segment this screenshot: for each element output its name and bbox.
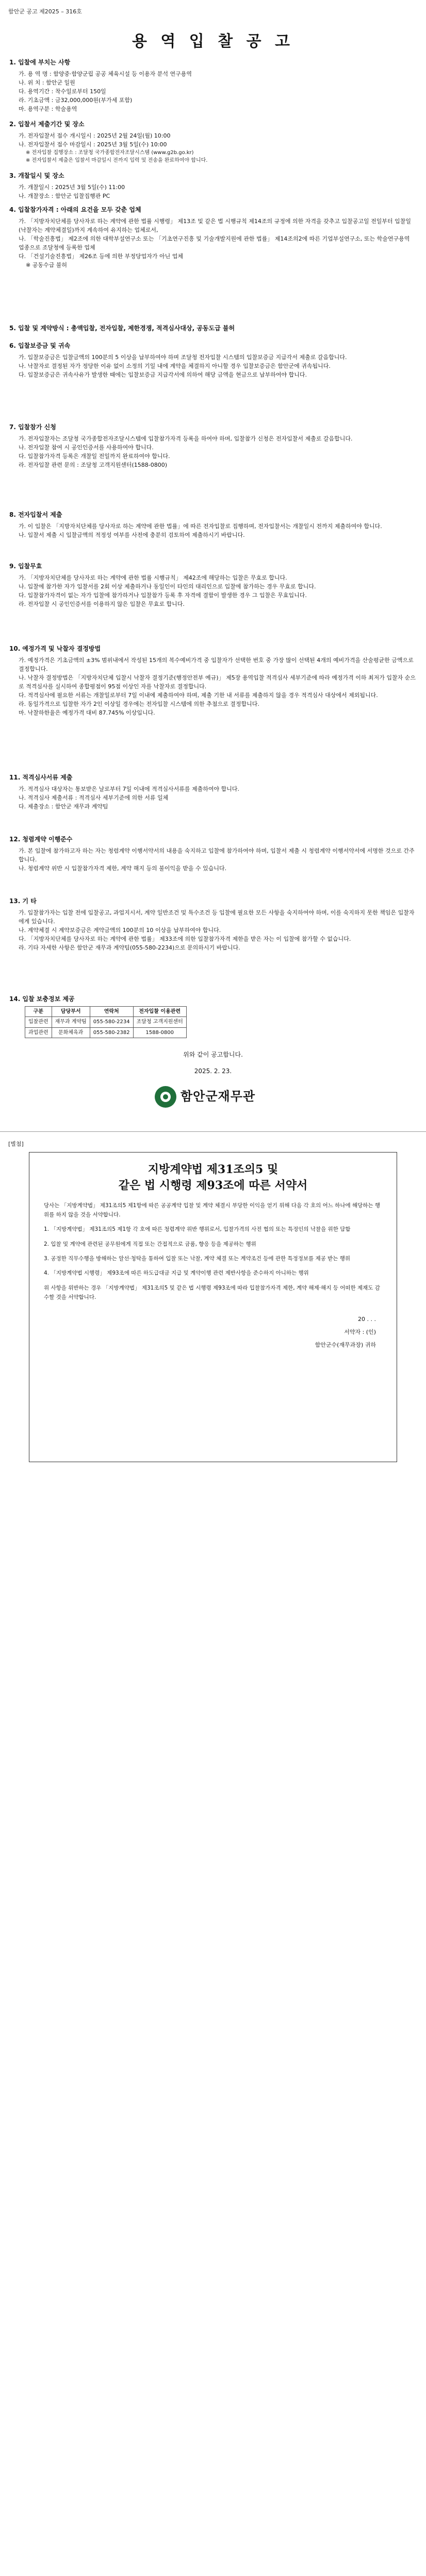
section-review-docs — [9, 773, 417, 811]
table-cell: 재무과 계약팀 — [52, 1017, 90, 1028]
section-method — [9, 324, 417, 335]
section-line: 다. 「건설기술진흥법」 제26조 등에 의한 부정당업자가 아닌 업체 — [19, 252, 183, 260]
section-line: 라. 전자입찰 관련 문의 : 조달청 고객지원센터(1588-0800) — [19, 461, 167, 468]
section-line: 가. 입찰보증금은 입찰금액의 100분의 5 이상을 납부하여야 하며 조달청 전자입찰 시스템의 입찰보증금 지급각서 제출로 갈음합니다. — [19, 353, 347, 361]
section-registration — [9, 422, 417, 469]
section-line: 다. 입찰참가자격이 없는 자가 입찰에 참가하거나 입찰참가 등록 후 자격에 결함이 발생한 경우 그 입찰은 무효입니다. — [19, 591, 307, 599]
section-title: 14. 입찰 보충정보 제공 — [9, 995, 75, 1003]
section-deposit — [9, 341, 417, 379]
section-line: 나. 낙찰자로 결정된 자가 정당한 이유 없이 소정의 기일 내에 계약을 체결하지 아니할 경우 입찰보증금은 함안군에 귀속됩니다. — [19, 362, 331, 369]
section-title: 13. 기 타 — [9, 897, 37, 905]
section-qualification — [9, 205, 417, 269]
pledge-paragraph: 4. 「지방계약법 시행령」 제93조에 따른 하도급대금 지급 및 계약이행 관련 제반사항을 준수하지 아니하는 행위 — [44, 1270, 309, 1277]
section-title: 9. 입찰무효 — [9, 563, 42, 570]
section-line: 다. 입찰보증금은 귀속사유가 발생한 때에는 입찰보증금 지급각서에 의하여 해당 금액을 현금으로 납부하여야 합니다. — [19, 371, 307, 378]
pledge-date: 20 . . . — [358, 1315, 376, 1323]
agency-name: 함안군재무관 — [181, 1089, 256, 1104]
contact-table — [25, 1006, 187, 1039]
section-line: 다. 용역기간 : 착수일로부터 150일 — [19, 88, 106, 95]
section-line: 다. 제출장소 : 함안군 재무과 계약팀 — [19, 803, 108, 810]
section-subject — [9, 58, 417, 113]
section-line: 다. 적격심사에 필요한 서류는 개찰일로부터 7일 이내에 제출하여야 하며, 제출 기한 내 서류를 제출하지 않을 경우 적격심사 대상에서 제외됩니다. — [19, 691, 378, 699]
section-opening — [9, 171, 417, 200]
section-title: 3. 개찰일시 및 장소 — [9, 172, 64, 179]
table-cell: 과업관련 — [25, 1027, 52, 1038]
pledge-paragraph: 2. 입찰 및 계약에 관련된 공무원에게 직접 또는 간접적으로 금품, 향응 등을 제공하는 행위 — [44, 1241, 256, 1247]
pledge-recipient: 함안군수(재무과장) 귀하 — [315, 1341, 376, 1348]
section-line: 나. 적격심사 제출서류 : 적격심사 세부기준에 의한 서류 일체 — [19, 794, 169, 801]
table-cell: 055-580-2234 — [90, 1017, 133, 1028]
section-line: 나. 「학술진흥법」 제2조에 의한 대학부설연구소 또는 「기초연구진흥 및 기술개발지원에 관한 법률」 제14조의2에 따른 기업부설연구소, 또는 학술연구용역 업종으로 조달청에 등록한 업체 — [19, 235, 410, 251]
section-line: 가. 전자입찰자는 조달청 국가종합전자조달시스템에 입찰참가자격 등록을 하여야 하며, 입찰참가 신청은 전자입찰서 제출로 갈음합니다. — [19, 435, 353, 442]
section-others — [9, 896, 417, 952]
section-line: 라. 기초금액 : 금32,000,000원(부가세 포함) — [19, 96, 133, 104]
section-line: 나. 전자입찰 참여 시 공인인증서를 사용하여야 합니다. — [19, 444, 154, 451]
section-line: ※ 전자입찰서 제출은 입찰서 마감일시 전까지 입력 및 전송을 완료하여야 합니다. — [26, 158, 208, 164]
pledge-paragraph: 1. 「지방계약법」 제31조의5 제1항 각 호에 따른 청렴계약 위반 행위로서, 입찰가격의 사전 협의 또는 특정인의 낙찰을 위한 담합 — [44, 1226, 351, 1233]
table-row — [25, 1017, 187, 1028]
pledge-title-line1: 지방계약법 제31조의5 및 — [148, 1163, 278, 1176]
section-line: 나. 청렴계약 위반 시 입찰참가자격 제한, 계약 해지 등의 불이익을 받을 수 있습니다. — [19, 865, 227, 872]
section-integrity — [9, 835, 417, 873]
section-title: 6. 입찰보증금 및 귀속 — [9, 342, 71, 349]
section-line: 나. 낙찰자 결정방법은 「지방자치단체 입찰시 낙찰자 결정기준(행정안전부 예규)」 제5장 용역입찰 적격심사 세부기준에 따라 예정가격 이하 최저가 입찰자 순으로 적격심사를 실시하여 종합평점이 95점 이상인 자를 낙찰자로 결정합니다. — [19, 674, 416, 690]
section-line: 가. 전자입찰서 접수 개시일시 : 2025년 2월 24일(월) 10:00 — [19, 132, 171, 139]
table-cell: 문화체육과 — [52, 1027, 90, 1038]
section-title: 12. 청렴계약 이행준수 — [9, 836, 73, 843]
section-submission — [9, 120, 417, 165]
section-line: 라. 동일가격으로 입찰한 자가 2인 이상일 경우에는 전자입찰 시스템에 의한 추첨으로 결정합니다. — [19, 700, 259, 707]
pledge-paragraph: 당사는 「지방계약법」 제31조의5 제1항에 따른 공공계약 입찰 및 계약 체결시 부당한 이익을 얻기 위해 다음 각 호의 어느 하나에 해당하는 행위를 하지 않을 것을 서약합니다. — [44, 1202, 381, 1218]
section-line: 가. 적격심사 대상자는 통보받은 날로부터 7일 이내에 적격심사서류를 제출하여야 합니다. — [19, 785, 239, 792]
table-header-cell: 연락처 — [90, 1006, 133, 1017]
section-line: 가. 「지방자치단체를 당사자로 하는 계약에 관한 법률 시행규칙」 제42조에 해당하는 입찰은 무효로 합니다. — [19, 574, 287, 581]
section-line: 나. 계약체결 시 계약보증금은 계약금액의 100분의 10 이상을 납부하여야 합니다. — [19, 926, 221, 934]
table-header-cell: 전자입찰 이용관련 — [133, 1006, 186, 1017]
attachment-label: [별첨] — [8, 1141, 24, 1147]
section-line: 다. 입찰참가자격 등록은 개찰일 전일까지 완료하여야 합니다. — [19, 452, 170, 460]
section-line: 가. 본 입찰에 참가하고자 하는 자는 청렴계약 이행서약서의 내용을 숙지하고 입찰에 참가하여야 하며, 입찰서 제출 시 청렴계약 이행서약서에 서명한 것으로 간주합니다. — [19, 847, 415, 863]
section-title: 8. 전자입찰서 제출 — [9, 511, 62, 518]
agency-logo-icon — [155, 1086, 176, 1108]
section-line: 나. 개찰장소 : 함안군 입찰집행관 PC — [19, 192, 110, 199]
notice-number: 함안군 공고 제2025 – 316호 — [8, 8, 82, 15]
section-title: 2. 입찰서 제출기간 및 장소 — [9, 121, 85, 128]
section-line: 나. 입찰에 참가한 자가 입찰서를 2회 이상 제출하거나 동일인이 타인의 대리인으로 입찰에 참가하는 경우 무효로 합니다. — [19, 583, 316, 590]
table-cell: 1588-0800 — [133, 1027, 186, 1038]
table-cell: 055-580-2382 — [90, 1027, 133, 1038]
section-line: 가. 「지방자치단체를 당사자로 하는 계약에 관한 법률 시행령」 제13조 및 같은 법 시행규칙 제14조의 규정에 의한 자격을 갖추고 입찰공고일 전일부터 입찰일(낙찰자는 계약체결일)까지 계속하여 유지하는 업체로서, — [19, 217, 411, 233]
section-line: 마. 낙찰하한율은 예정가격 대비 87.745% 이상입니다. — [19, 709, 155, 716]
pledge-body — [29, 1194, 397, 1315]
table-header-row — [25, 1006, 187, 1017]
table-cell: 조달청 고객지원센터 — [133, 1017, 186, 1028]
section-title: 7. 입찰참가 신청 — [9, 423, 56, 431]
table-header-cell: 담당부서 — [52, 1006, 90, 1017]
section-title: 10. 예정가격 및 낙찰자 결정방법 — [9, 645, 101, 652]
table-row — [25, 1027, 187, 1038]
section-line: 가. 이 입찰은 「지방자치단체를 당사자로 하는 계약에 관한 법률」에 따른 전자입찰로 집행하며, 전자입찰서는 개찰일시 전까지 제출하여야 합니다. — [19, 522, 382, 530]
section-line: 나. 입찰서 제출 시 입찰금액의 적정성 여부를 사전에 충분히 검토하여 제출하시기 바랍니다. — [19, 531, 245, 538]
section-line: 가. 입찰참가자는 입찰 전에 입찰공고, 과업지시서, 계약 일반조건 및 특수조건 등 입찰에 필요한 모든 사항을 숙지하여야 하며, 이를 숙지하지 못한 책임은 입찰자에게 있습니다. — [19, 909, 415, 925]
section-line: 마. 용역구분 : 학술용역 — [19, 105, 77, 112]
table-header-cell: 구분 — [25, 1006, 52, 1017]
section-line: ※ 전자입찰 집행장소 : 조달청 국가종합전자조달시스템 (www.g2b.go.kr) — [26, 149, 194, 156]
section-invalid — [9, 562, 417, 608]
section-line: 가. 용 역 명 : 함양중·함양군립 공공 체육시설 등 이용자 분석 연구용역 — [19, 70, 192, 77]
section-contact — [9, 994, 417, 1038]
section-line: 나. 전자입찰서 접수 마감일시 : 2025년 3월 5일(수) 10:00 — [19, 141, 167, 148]
footer-notice: 위와 같이 공고합니다. — [183, 1051, 243, 1058]
section-line: 가. 예정가격은 기초금액의 ±3% 범위내에서 작성된 15개의 복수예비가격 중 입찰자가 선택한 번호 중 가장 많이 선택된 4개의 예비가격을 산술평균한 금액으로 결정합니다. — [19, 656, 414, 672]
section-line: ※ 공동수급 불허 — [26, 261, 67, 268]
pledge-paragraph: 3. 공정한 직무수행을 방해하는 알선·청탁을 통하여 입찰 또는 낙찰, 계약 체결 또는 계약조건 등에 관한 특정정보를 제공 받는 행위 — [44, 1256, 351, 1262]
page-divider — [0, 1131, 426, 1132]
section-title: 4. 입찰참가자격 : 아래의 요건을 모두 갖춘 업체 — [9, 206, 141, 213]
section-title: 5. 입찰 및 계약방식 : 총액입찰, 전자입찰, 제한경쟁, 적격심사대상, 공동도급 불허 — [9, 325, 235, 332]
pledge-box — [29, 1152, 397, 1462]
section-line: 라. 기타 자세한 사항은 함안군 재무과 계약팀(055-580-2234)으로 문의하시기 바랍니다. — [19, 944, 240, 951]
agency-block — [155, 1086, 268, 1108]
pledge-signer: 서약자 : (인) — [344, 1328, 376, 1335]
section-title: 11. 적격심사서류 제출 — [9, 774, 73, 781]
section-line: 가. 개찰일시 : 2025년 3월 5일(수) 11:00 — [19, 183, 125, 191]
pledge-title-line2: 같은 법 시행령 제93조에 따른 서약서 — [118, 1178, 308, 1192]
section-line: 다. 「지방자치단체를 당사자로 하는 계약에 관한 법률」 제33조에 의한 입찰참가자격 제한을 받은 자는 이 입찰에 참가할 수 없습니다. — [19, 935, 351, 942]
section-title: 1. 입찰에 부치는 사항 — [9, 59, 71, 66]
table-cell: 입찰관련 — [25, 1017, 52, 1028]
page-title: 용 역 입 찰 공 고 — [132, 32, 294, 50]
section-line: 라. 전자입찰 시 공인인증서를 이용하지 않은 입찰은 무효로 합니다. — [19, 600, 185, 607]
section-electronic-bid — [9, 510, 417, 539]
footer-date: 2025. 2. 23. — [194, 1067, 232, 1075]
section-line: 나. 위 치 : 함안군 일원 — [19, 79, 75, 86]
section-award — [9, 644, 417, 717]
pledge-paragraph: 위 사항을 위반하는 경우 「지방계약법」 제31조의5 및 같은 법 시행령 제93조에 따라 입찰참가자격 제한, 계약 해제·해지 등 어떠한 제재도 감수할 것을 서약합니다. — [44, 1284, 380, 1301]
